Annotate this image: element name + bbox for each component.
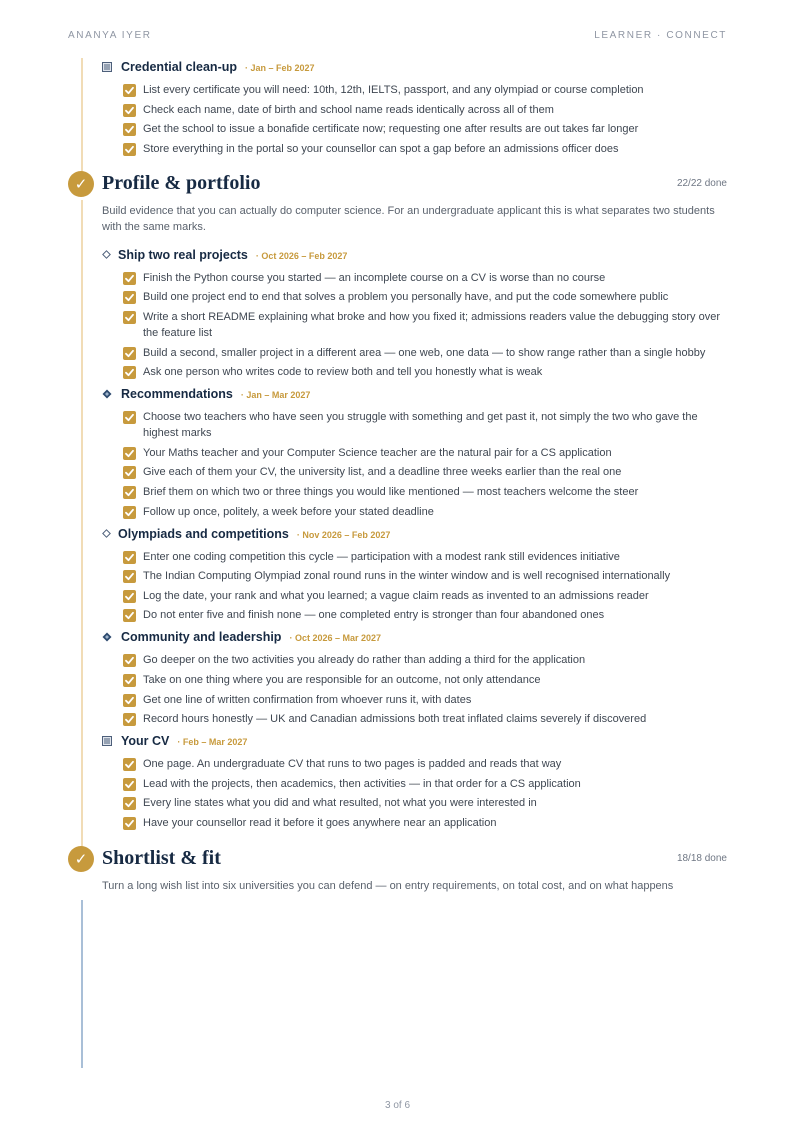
group-dates: · Oct 2026 – Mar 2027 <box>289 633 382 644</box>
task-item[interactable] <box>102 270 727 286</box>
group-dates: · Oct 2026 – Feb 2027 <box>255 250 348 261</box>
task-text: Write a short README explaining what broke and how you fixed it; admissions readers value the debugging story over the feature list <box>143 310 720 339</box>
section-header <box>74 171 727 198</box>
checkbox-checked-icon[interactable] <box>123 797 136 810</box>
group-credential-cleanup <box>102 59 727 157</box>
task-text: Do not enter five and finish none — one completed entry is stronger than four abandoned ones <box>143 609 605 622</box>
group-header <box>102 629 727 647</box>
checkbox-checked-icon[interactable] <box>123 817 136 830</box>
page-number: 3 of 6 <box>384 1100 411 1111</box>
checkbox-checked-icon[interactable] <box>123 84 136 97</box>
checkbox-checked-icon[interactable] <box>123 347 136 360</box>
checkbox-checked-icon[interactable] <box>123 466 136 479</box>
check-icon: ✓ <box>68 846 94 872</box>
task-text: Choose two teachers who have seen you struggle with something and get past it, not simply the two who gave the highest marks <box>143 411 698 440</box>
checkbox-checked-icon[interactable] <box>123 590 136 603</box>
group-header <box>102 247 727 265</box>
timeline-rail-shortlist <box>81 900 83 1068</box>
task-text: Build one project end to end that solves a problem you personally have, and put the code somewhere public <box>143 291 669 304</box>
checkbox-checked-icon[interactable] <box>123 486 136 499</box>
task-item[interactable] <box>102 364 727 380</box>
group-dates: · Jan – Mar 2027 <box>240 390 311 401</box>
task-text: Go deeper on the two activities you already do rather than adding a third for the application <box>143 654 586 667</box>
task-text: Enter one coding competition this cycle — participation with a modest rank still evidences initiative <box>143 550 620 563</box>
group-title-text: Recommendations <box>121 387 233 402</box>
group-header <box>102 386 727 404</box>
task-item[interactable] <box>102 289 727 305</box>
task-list <box>102 270 727 380</box>
checkbox-checked-icon[interactable] <box>123 674 136 687</box>
task-item[interactable] <box>102 692 727 708</box>
timeline-rail-top <box>81 58 83 178</box>
task-item[interactable] <box>102 588 727 604</box>
task-item[interactable] <box>102 672 727 688</box>
task-list <box>102 652 727 727</box>
task-text: Store everything in the portal so your counsellor can spot a gap before an admissions officer does <box>143 142 619 155</box>
task-text: Get the school to issue a bonafide certificate now; requesting one after results are out takes far longer <box>143 123 639 136</box>
diamond-filled-icon <box>102 629 114 645</box>
task-text: Your Maths teacher and your Computer Science teacher are the natural pair for a CS application <box>143 446 612 459</box>
task-text: Log the date, your rank and what you learned; a vague claim reads as invented to an admissions reader <box>143 589 649 602</box>
group-dates: · Feb – Mar 2027 <box>177 737 248 748</box>
group-community-leadership <box>102 629 727 727</box>
group-dates: · Nov 2026 – Feb 2027 <box>296 529 391 540</box>
section-header <box>74 846 727 873</box>
task-text: List every certificate you will need: 10th, 12th, IELTS, passport, and any olympiad or course completion <box>143 84 644 96</box>
task-list <box>102 82 727 157</box>
group-title <box>118 248 347 262</box>
task-text: Build a second, smaller project in a different area — one web, one data — to show range rather than a single hobby <box>143 346 706 359</box>
header-brand: LEARNER · CONNECT <box>594 30 727 41</box>
task-item[interactable] <box>102 504 727 520</box>
checkbox-checked-icon[interactable] <box>123 291 136 304</box>
task-text: Ask one person who writes code to review both and tell you honestly what is weak <box>143 366 543 379</box>
task-item[interactable] <box>102 795 727 811</box>
checkbox-checked-icon[interactable] <box>123 713 136 726</box>
section-shortlist-fit <box>74 846 727 894</box>
checkbox-checked-icon[interactable] <box>123 411 136 424</box>
checkbox-checked-icon[interactable] <box>123 104 136 117</box>
checkbox-checked-icon[interactable] <box>123 506 136 519</box>
task-item[interactable] <box>102 82 727 98</box>
task-item[interactable] <box>102 464 727 480</box>
task-item[interactable] <box>102 568 727 584</box>
task-item[interactable] <box>102 445 727 461</box>
task-text: The Indian Computing Olympiad zonal round runs in the winter window and is well recognised internationally <box>143 570 671 583</box>
section-progress: 18/18 done <box>676 852 727 864</box>
task-item[interactable] <box>102 409 727 441</box>
checkbox-checked-icon[interactable] <box>123 570 136 583</box>
task-list <box>102 756 727 831</box>
task-text: Record hours honestly — UK and Canadian admissions both treat inflated claims severely if discovered <box>143 713 647 726</box>
checkbox-checked-icon[interactable] <box>123 654 136 667</box>
task-item[interactable] <box>102 711 727 727</box>
group-your-cv <box>102 733 727 831</box>
task-text: Give each of them your CV, the university list, and a deadline three weeks earlier than the real one <box>143 466 622 479</box>
checkbox-checked-icon[interactable] <box>123 311 136 324</box>
checkbox-checked-icon[interactable] <box>123 609 136 622</box>
group-ship-projects <box>102 247 727 380</box>
diamond-outline-icon <box>102 247 114 263</box>
task-item[interactable] <box>102 815 727 831</box>
group-olympiads <box>102 526 727 624</box>
task-item[interactable] <box>102 102 727 118</box>
timeline-rail-profile <box>81 200 83 866</box>
checkbox-checked-icon[interactable] <box>123 366 136 379</box>
task-text: Finish the Python course you started — an incomplete course on a CV is worse than no course <box>143 271 606 284</box>
task-text: Brief them on which two or three things you would like mentioned — most teachers welcome the steer <box>143 485 639 498</box>
group-title-text: Olympiads and competitions <box>118 526 289 541</box>
checkbox-checked-icon[interactable] <box>123 758 136 771</box>
checkbox-checked-icon[interactable] <box>123 447 136 460</box>
checkbox-checked-icon[interactable] <box>123 143 136 156</box>
section-progress: 22/22 done <box>676 177 727 189</box>
task-text: Have your counsellor read it before it goes anywhere near an application <box>143 816 497 829</box>
group-title-text: Community and leadership <box>121 630 282 645</box>
checkbox-checked-icon[interactable] <box>123 551 136 564</box>
section-description: Turn a long wish list into six universities you can defend — on entry requirements, on total cost, and on what happens <box>102 879 674 892</box>
section-title: Profile & portfolio <box>102 171 261 194</box>
document-icon <box>102 733 114 749</box>
section-description: Build evidence that you can actually do computer science. For an undergraduate applicant this is what separates two students with the same marks. <box>102 204 715 233</box>
group-recommendations <box>102 386 727 519</box>
group-title <box>121 387 310 401</box>
task-item[interactable] <box>102 756 727 772</box>
diamond-filled-icon <box>102 386 114 402</box>
group-title <box>121 734 247 748</box>
group-title-text: Your CV <box>121 734 170 749</box>
section-title: Shortlist & fit <box>102 846 221 869</box>
task-text: Every line states what you did and what resulted, not what you were interested in <box>143 797 537 810</box>
header-learner-name: ANANYA IYER <box>68 30 152 41</box>
group-header <box>102 59 727 77</box>
task-item[interactable] <box>102 652 727 668</box>
task-text: One page. An undergraduate CV that runs to two pages is padded and reads that way <box>143 758 562 771</box>
task-text: Take on one thing where you are responsible for an outcome, not only attendance <box>143 673 541 686</box>
task-item[interactable] <box>102 549 727 565</box>
task-list <box>102 549 727 624</box>
task-text: Get one line of written confirmation from whoever runs it, with dates <box>143 693 472 706</box>
group-title <box>121 60 315 74</box>
roadmap-content <box>74 59 727 894</box>
task-item[interactable] <box>102 776 727 792</box>
task-item[interactable] <box>102 309 727 341</box>
section-profile-portfolio <box>74 171 727 831</box>
group-header <box>102 526 727 544</box>
group-title <box>118 527 390 541</box>
group-title-text: Ship two real projects <box>118 247 248 262</box>
checkbox-checked-icon[interactable] <box>123 272 136 285</box>
task-text: Lead with the projects, then academics, then activities — in that order for a CS application <box>143 777 581 790</box>
task-item[interactable] <box>102 484 727 500</box>
task-text: Follow up once, politely, a week before your stated deadline <box>143 505 434 518</box>
checkbox-checked-icon[interactable] <box>123 778 136 791</box>
group-title <box>121 630 381 644</box>
group-title-text: Credential clean-up <box>121 60 237 74</box>
checkbox-checked-icon[interactable] <box>123 123 136 136</box>
task-item[interactable] <box>102 121 727 137</box>
group-header <box>102 733 727 751</box>
checkbox-checked-icon[interactable] <box>123 694 136 707</box>
task-item[interactable] <box>102 607 727 623</box>
task-text: Check each name, date of birth and school name reads identically across all of them <box>143 103 554 116</box>
group-dates: · Jan – Feb 2027 <box>245 63 315 73</box>
document-icon <box>102 59 114 75</box>
task-item[interactable] <box>102 141 727 157</box>
check-icon: ✓ <box>68 171 94 197</box>
task-list <box>102 409 727 519</box>
diamond-outline-icon <box>102 526 114 542</box>
task-item[interactable] <box>102 345 727 361</box>
